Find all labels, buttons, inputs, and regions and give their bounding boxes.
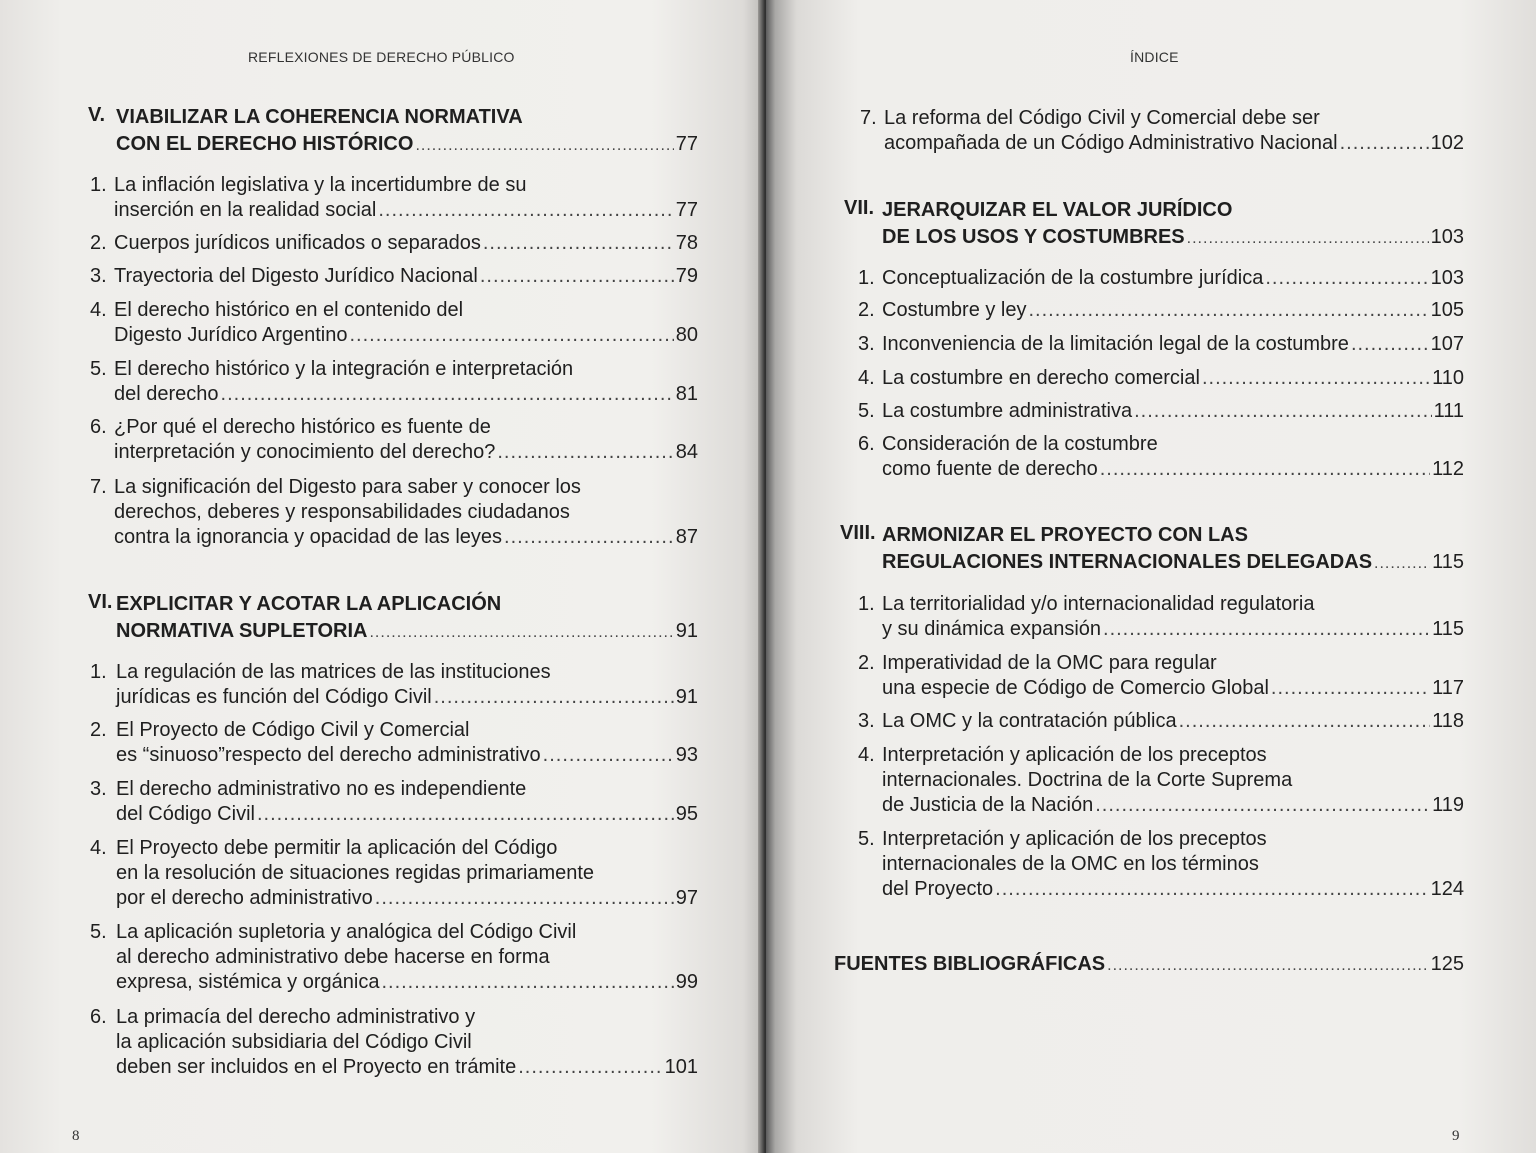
entry-text: del Proyecto [882, 878, 994, 900]
entry-text: inserción en la realidad social [114, 199, 377, 221]
entry-text: La reforma del Código Civil y Comercial debe ser [884, 107, 1320, 129]
dot-leader [1029, 298, 1429, 323]
entry-text: por el derecho administrativo [116, 887, 373, 909]
dot-leader [1351, 332, 1429, 357]
toc-section-vii [844, 197, 1464, 251]
entry-text: La territorialidad y/o internacionalidad regulatoria [882, 593, 1315, 615]
section-number: VI. [88, 591, 113, 613]
entry-number: 2. [90, 232, 107, 254]
page-number: 115 [1432, 618, 1464, 640]
dot-leader [1271, 676, 1430, 701]
section-number: VII. [844, 197, 875, 219]
dot-leader [221, 382, 674, 407]
toc-entry [858, 592, 1464, 642]
entry-text: El Proyecto debe permitir la aplicación del Código [116, 837, 558, 859]
toc-entry [90, 415, 698, 465]
page-number: 97 [675, 887, 698, 909]
dot-leader [375, 886, 674, 911]
page-number: 99 [675, 971, 698, 993]
toc-entry [90, 660, 698, 710]
page-number: 84 [675, 441, 698, 463]
entry-number: 1. [858, 267, 875, 289]
entry-text: es “sinuoso”respecto del derecho administrativo [116, 744, 541, 766]
section-number: VIII. [840, 522, 876, 544]
entry-text: expresa, sistémica y orgánica [116, 971, 380, 993]
dot-leader [1095, 793, 1430, 818]
entry-text: La primacía del derecho administrativo y [116, 1006, 476, 1028]
dot-leader [378, 198, 673, 223]
entry-number: 5. [858, 400, 875, 422]
running-head: REFLEXIONES DE DERECHO PÚBLICO [248, 49, 515, 65]
toc-entry [858, 332, 1464, 357]
dot-leader [1179, 709, 1431, 734]
entry-text: contra la ignorancia y opacidad de las leyes [114, 526, 503, 548]
entry-number: 6. [90, 1006, 107, 1028]
dot-leader [1134, 399, 1431, 424]
entry-number: 3. [90, 265, 107, 287]
entry-text: La significación del Digesto para saber y conocer los [114, 476, 581, 498]
folio: 8 [72, 1128, 80, 1144]
entry-text: La inflación legislativa y la incertidumbre de su [114, 174, 527, 196]
toc-section-viii [840, 522, 1464, 576]
dot-leader [1107, 957, 1429, 975]
dot-leader [497, 440, 673, 465]
toc-entry [90, 298, 698, 348]
section-title-line: ARMONIZAR EL PROYECTO CON LAS [882, 524, 1248, 546]
dot-leader [369, 624, 673, 642]
entry-text: Costumbre y ley [882, 299, 1027, 321]
dot-leader [504, 525, 674, 550]
dot-leader [480, 264, 674, 289]
entry-text: Trayectoria del Digesto Jurídico Nacional [114, 265, 478, 287]
toc-entry [90, 475, 698, 550]
page-number: 105 [1430, 299, 1464, 321]
page-number: 91 [675, 620, 698, 642]
entry-text: ¿Por qué el derecho histórico es fuente de [114, 416, 491, 438]
section-title-line: JERARQUIZAR EL VALOR JURÍDICO [882, 199, 1233, 221]
toc-entry [90, 1005, 698, 1080]
entry-number: 3. [90, 778, 107, 800]
entry-text: en la resolución de situaciones regidas primariamente [116, 862, 595, 884]
page-number: 118 [1432, 710, 1464, 732]
dot-leader [995, 877, 1428, 902]
toc-bibliography [834, 951, 1464, 978]
section-title-line: NORMATIVA SUPLETORIA [116, 620, 368, 642]
page-number: 115 [1432, 551, 1464, 573]
page-number: 112 [1432, 458, 1464, 480]
toc-entry [90, 920, 698, 995]
entry-text: El derecho histórico en el contenido del [114, 299, 464, 321]
entry-number: 5. [90, 921, 107, 943]
dot-leader [257, 802, 674, 827]
entry-text: La aplicación supletoria y analógica del Código Civil [116, 921, 577, 943]
toc-entry [858, 298, 1464, 323]
entry-text: del Código Civil [116, 803, 255, 825]
entry-text: acompañada de un Código Administrativo Nacional [884, 132, 1338, 154]
entry-number: 1. [858, 593, 875, 615]
page-number: 95 [675, 803, 698, 825]
entry-text: Imperatividad de la OMC para regular [882, 652, 1217, 674]
entry-number: 1. [90, 661, 107, 683]
section-title-line: REGULACIONES INTERNACIONALES DELEGADAS [882, 551, 1373, 573]
entry-text: Conceptualización de la costumbre jurídica [882, 267, 1264, 289]
toc-entry [858, 366, 1464, 391]
entry-text: Consideración de la costumbre [882, 433, 1158, 455]
page-number: 78 [675, 232, 698, 254]
dot-leader [415, 137, 673, 155]
entry-text: El derecho histórico y la integración e interpretación [114, 358, 574, 380]
dot-leader [1202, 366, 1430, 391]
entry-text: Interpretación y aplicación de los preceptos [882, 828, 1267, 850]
entry-text: La OMC y la contratación pública [882, 710, 1177, 732]
entry-text: deben ser incluidos en el Proyecto en trámite [116, 1056, 517, 1078]
entry-text: de Justicia de la Nación [882, 794, 1094, 816]
dot-leader [518, 1055, 662, 1080]
entry-text: internacionales de la OMC en los términos [882, 853, 1259, 875]
page-number: 124 [1430, 878, 1464, 900]
entry-text: Cuerpos jurídicos unificados o separados [114, 232, 481, 254]
entry-text: al derecho administrativo debe hacerse en forma [116, 946, 550, 968]
page-number: 117 [1432, 677, 1464, 699]
entry-text: jurídicas es función del Código Civil [116, 686, 432, 708]
entry-text: y su dinámica expansión [882, 618, 1102, 640]
entry-number: 5. [90, 358, 107, 380]
bibliography-title: FUENTES BIBLIOGRÁFICAS [834, 953, 1106, 975]
toc-entry [858, 709, 1464, 734]
entry-number: 5. [858, 828, 875, 850]
page-number: 79 [675, 265, 698, 287]
dot-leader [1374, 555, 1430, 573]
entry-number: 2. [858, 652, 875, 674]
entry-text: del derecho [114, 383, 219, 405]
page-number: 91 [675, 686, 698, 708]
dot-leader [349, 323, 673, 348]
entry-number: 4. [90, 837, 107, 859]
toc-section-v [88, 104, 698, 158]
page-number: 111 [1433, 400, 1464, 422]
page-number: 81 [675, 383, 698, 405]
page-number: 119 [1432, 794, 1464, 816]
dot-leader [1103, 617, 1430, 642]
page-number: 103 [1430, 226, 1464, 248]
dot-leader [1340, 131, 1429, 156]
entry-text: interpretación y conocimiento del derecho? [114, 441, 496, 463]
dot-leader [434, 685, 674, 710]
toc-entry [858, 266, 1464, 291]
entry-number: 3. [858, 333, 875, 355]
page-number: 102 [1430, 132, 1464, 154]
entry-text: internacionales. Doctrina de la Corte Suprema [882, 769, 1293, 791]
section-title-line: CON EL DERECHO HISTÓRICO [116, 133, 414, 155]
page-number: 80 [675, 324, 698, 346]
toc-entry [858, 432, 1464, 482]
entry-number: 4. [858, 744, 875, 766]
entry-number: 2. [858, 299, 875, 321]
toc-entry [860, 106, 1464, 156]
page-number: 77 [675, 199, 698, 221]
toc-entry [90, 264, 698, 289]
entry-text: como fuente de derecho [882, 458, 1098, 480]
page-number: 125 [1430, 953, 1464, 975]
toc-entry [90, 836, 698, 911]
toc-entry [90, 718, 698, 768]
toc-entry [858, 399, 1464, 424]
dot-leader [1265, 266, 1428, 291]
dot-leader [483, 231, 674, 256]
entry-text: La costumbre en derecho comercial [882, 367, 1200, 389]
section-title-line: EXPLICITAR Y ACOTAR LA APLICACIÓN [116, 593, 502, 615]
entry-number: 7. [90, 476, 107, 498]
folio: 9 [1452, 1128, 1460, 1144]
toc-section-vi [88, 591, 698, 645]
right-page [766, 0, 1536, 1153]
left-page [0, 0, 766, 1153]
entry-number: 3. [858, 710, 875, 732]
toc-entry [90, 173, 698, 223]
entry-text: La regulación de las matrices de las instituciones [116, 661, 551, 683]
entry-number: 2. [90, 719, 107, 741]
page-number: 77 [675, 133, 698, 155]
entry-text: Inconveniencia de la limitación legal de la costumbre [882, 333, 1349, 355]
page-number: 101 [664, 1056, 698, 1078]
page-number: 87 [675, 526, 698, 548]
toc-entry [90, 357, 698, 407]
dot-leader [381, 970, 673, 995]
toc-entry [858, 651, 1464, 701]
section-title-line: VIABILIZAR LA COHERENCIA NORMATIVA [116, 106, 523, 128]
entry-number: 4. [90, 299, 107, 321]
entry-text: derechos, deberes y responsabilidades ciudadanos [114, 501, 570, 523]
section-number: V. [88, 104, 106, 126]
page-number: 93 [675, 744, 698, 766]
entry-text: El derecho administrativo no es independiente [116, 778, 527, 800]
page-number: 107 [1430, 333, 1464, 355]
toc-entry [90, 231, 698, 256]
dot-leader [543, 743, 674, 768]
entry-number: 6. [90, 416, 107, 438]
section-title-line: DE LOS USOS Y COSTUMBRES [882, 226, 1185, 248]
entry-number: 6. [858, 433, 875, 455]
dot-leader [1187, 230, 1429, 248]
page-number: 110 [1432, 367, 1464, 389]
entry-text: una especie de Código de Comercio Global [882, 677, 1269, 699]
entry-text: la aplicación subsidiaria del Código Civil [116, 1031, 472, 1053]
entry-text: Digesto Jurídico Argentino [114, 324, 348, 346]
running-head: ÍNDICE [1130, 49, 1179, 65]
entry-text: La costumbre administrativa [882, 400, 1133, 422]
entry-text: El Proyecto de Código Civil y Comercial [116, 719, 470, 741]
toc-entry [858, 827, 1464, 902]
entry-number: 4. [858, 367, 875, 389]
toc-entry [858, 743, 1464, 818]
entry-number: 1. [90, 174, 107, 196]
dot-leader [1100, 457, 1430, 482]
entry-number: 7. [860, 107, 877, 129]
entry-text: Interpretación y aplicación de los preceptos [882, 744, 1267, 766]
page-number: 103 [1430, 267, 1464, 289]
toc-entry [90, 777, 698, 827]
